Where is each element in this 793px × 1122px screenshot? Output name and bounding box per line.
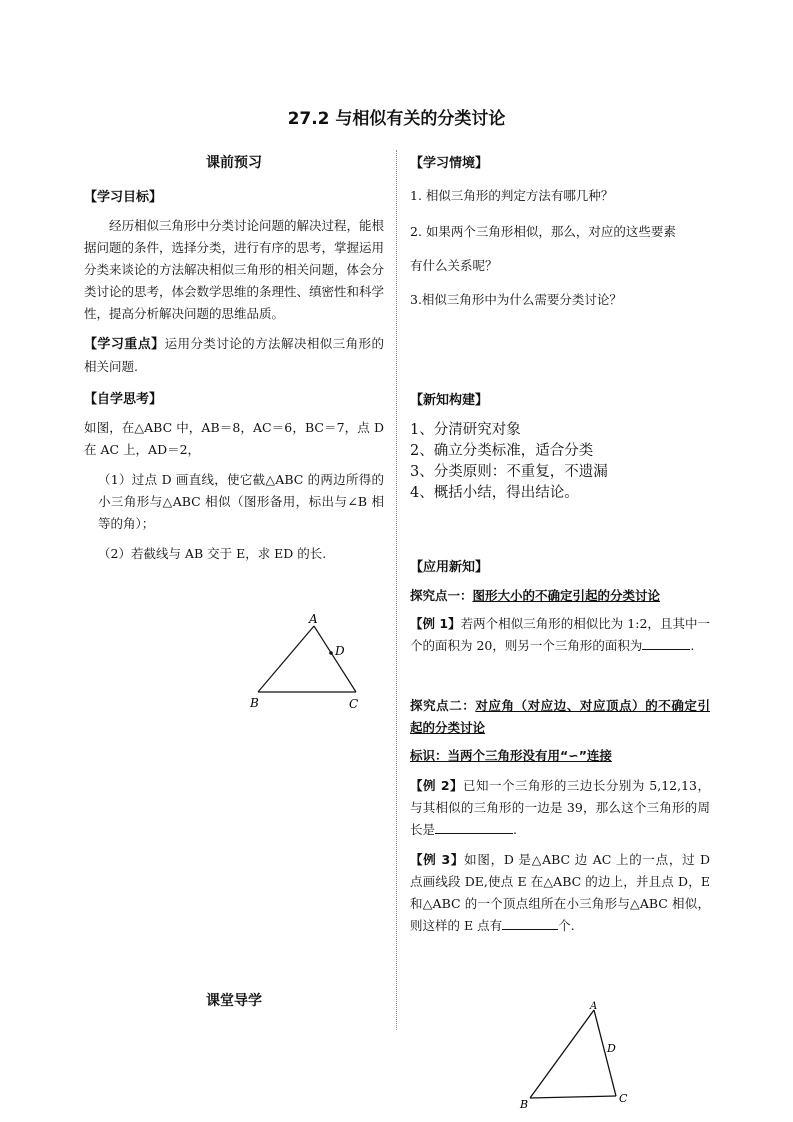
new-item: 1、分清研究对象 — [410, 422, 521, 438]
label-a: A — [590, 1001, 598, 1012]
new-list — [410, 420, 710, 504]
label-a: A — [309, 612, 318, 626]
triangle-figure-2 — [512, 1000, 642, 1114]
side-bc — [530, 1096, 616, 1098]
section-preview: 课前预习 — [206, 155, 262, 171]
new-item: 4、概括小结，得出结论。 — [410, 485, 579, 501]
example-1-end: . — [690, 638, 695, 653]
point-2-text: 对应角（对应边、对应顶点）的不确定引起的分类讨论 — [410, 698, 710, 735]
question-2: （2）若截线与 AB 交于 E，求 ED 的长. — [98, 546, 327, 561]
triangle-figure-1 — [240, 612, 380, 712]
side-ab — [530, 1010, 594, 1098]
self-text: 如图，在△ABC 中，AB＝8，AC＝6，BC＝7，点 D 在 AC 上，AD＝2， — [84, 420, 384, 457]
example-2-label: 【例 2】 — [410, 778, 463, 793]
point-2-label: 探究点二： — [410, 698, 476, 713]
situation-heading: 【学习情境】 — [410, 156, 489, 171]
new-item: 3、分类原则：不重复，不遗漏 — [410, 464, 608, 480]
point-1-text: 图形大小的不确定引起的分类讨论 — [472, 588, 661, 603]
page-title: 27.2 与相似有关的分类讨论 — [287, 109, 506, 129]
new-item: 2、确立分类标准，适合分类 — [410, 443, 594, 459]
apply-heading: 【应用新知】 — [410, 560, 489, 575]
new-heading: 【新知构建】 — [410, 393, 489, 408]
label-b: B — [520, 1098, 529, 1111]
section-class: 课堂导学 — [206, 993, 262, 1009]
label-c: C — [349, 697, 359, 711]
example-1-blank[interactable] — [642, 635, 690, 650]
situation-2b: 有什么关系呢？ — [410, 258, 498, 273]
situation-3: 3.相似三角形中为什么需要分类讨论？ — [410, 292, 622, 307]
example-3-end: 个. — [558, 918, 575, 933]
example-3-text: 如图，D 是△ABC 边 AC 上的一点，过 D 点画线段 DE,使点 E 在△ABC 的边上，并且点 D，E 和△ABC 的一个顶点组所在小三角形与△ABC 相似，则这样的 E 点有 — [410, 852, 710, 933]
situation-2a: 2. 如果两个三角形相似，那么，对应的这些要素 — [410, 224, 676, 239]
left-column — [84, 150, 384, 565]
point-d — [329, 651, 333, 655]
question-1: （1）过点 D 画直线，使它截△ABC 的两边所得的小三角形与△ABC 相似（图形备用，标出与∠B 相等的角）； — [98, 472, 384, 531]
self-heading: 【自学思考】 — [84, 392, 163, 407]
example-2-end: . — [513, 822, 517, 837]
label-d: D — [335, 644, 345, 658]
column-divider — [396, 150, 397, 1030]
example-1-text: 若两个相似三角形的相似比为 1:2，且其中一个的面积为 20，则另一个三角形的面积为 — [410, 616, 710, 653]
focus-paragraph — [84, 333, 384, 378]
point-1-label: 探究点一： — [410, 588, 473, 603]
example-3-label: 【例 3】 — [410, 852, 465, 867]
example-1 — [410, 613, 710, 657]
label-d: D — [607, 1042, 616, 1055]
focus-heading: 【学习重点】 — [84, 337, 165, 352]
mark-note — [410, 745, 710, 767]
example-2 — [410, 775, 710, 841]
situation-1: 1. 相似三角形的判定方法有哪几种？ — [410, 188, 614, 203]
example-3 — [410, 849, 710, 937]
example-1-label: 【例 1】 — [410, 616, 461, 631]
mark-text: 标识：当两个三角形没有用“∽”连接 — [410, 748, 612, 763]
point-2 — [410, 695, 710, 739]
side-ac — [314, 626, 356, 692]
example-2-text: 已知一个三角形的三边长分别为 5,12,13，与其相似的三角形的一边是 39，那么这个三角形的周长是 — [410, 778, 710, 837]
goal-text: 经历相似三角形中分类讨论问题的解决过程，能根据问题的条件，选择分类，进行有序的思考，掌握运用分类来谈论的方法解决相似三角形的相关问题，体会分类讨论的思考，体会数学思维的条理性、缜密性和科学性，提高分析解决问题的思维品质。 — [84, 218, 385, 321]
point-1 — [410, 585, 710, 607]
label-b: B — [250, 696, 259, 710]
goal-heading: 【学习目标】 — [84, 190, 163, 205]
focus-text: 运用分类讨论的方法解决相似三角形的相关问题. — [84, 336, 384, 374]
side-ab — [258, 626, 314, 692]
label-c: C — [619, 1092, 628, 1105]
example-2-blank[interactable] — [435, 819, 513, 834]
right-column — [410, 150, 710, 937]
example-3-blank[interactable] — [502, 915, 558, 930]
